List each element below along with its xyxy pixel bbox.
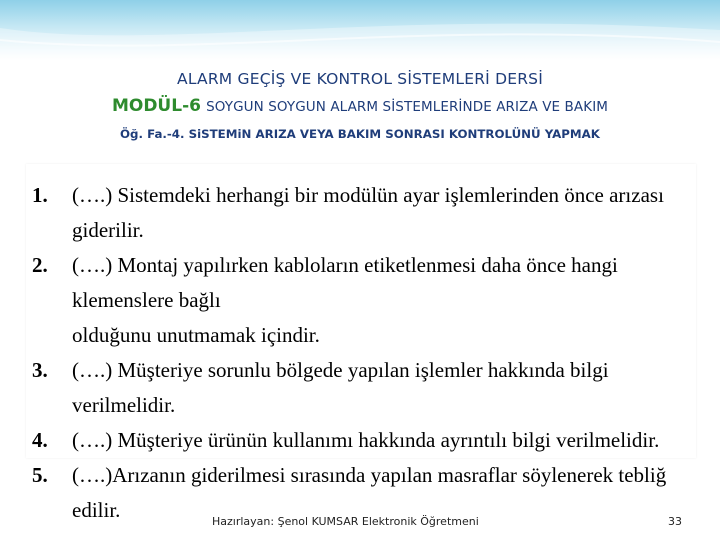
activity-heading: Öğ. Fa.-4. SiSTEMiN ARIZA VEYA BAKIM SONRASI KONTROLÜNÜ YAPMAK: [120, 127, 600, 141]
question-text: (….)Arızanın giderilmesi sırasında yapılan masraflar söylenerek tebliğ edilir.: [72, 463, 667, 522]
question-item-2: [26, 248, 696, 318]
header-wave-decoration: [0, 0, 720, 60]
footer-author: Hazırlayan: Şenol KUMSAR Elektronik Öğretmeni: [212, 515, 479, 528]
question-item-2-continuation: [26, 318, 696, 353]
question-text: (….) Müşteriye ürünün kullanımı hakkında ayrıntılı bilgi verilmelidir.: [72, 428, 660, 452]
question-item-3: [26, 353, 696, 423]
question-text: (….) Müşteriye sorunlu bölgede yapılan işlemler hakkında bilgi verilmelidir.: [72, 358, 609, 417]
question-number: 5.: [32, 463, 48, 487]
question-number: 4.: [32, 428, 48, 452]
page-number: 33: [668, 515, 682, 528]
slide-title: ALARM GEÇİŞ VE KONTROL SİSTEMLERİ DERSİ: [177, 70, 543, 88]
question-text-continuation: olduğunu unutmamak içindir.: [72, 323, 320, 347]
module-name: SOYGUN SOYGUN ALARM SİSTEMLERİNDE ARIZA VE BAKIM: [206, 99, 609, 115]
question-text: (….) Sistemdeki herhangi bir modülün ayar işlemlerinden önce arızası giderilir.: [72, 183, 664, 242]
question-item-4: [26, 423, 696, 458]
header-decorative-band: [0, 0, 720, 60]
question-number: 2.: [32, 253, 48, 277]
module-code: MODÜL-6: [111, 96, 201, 116]
module-heading: [0, 96, 720, 116]
question-number: 1.: [32, 183, 48, 207]
question-number: 3.: [32, 358, 48, 382]
question-text: (….) Montaj yapılırken kabloların etiketlenmesi daha önce hangi klemenslere bağlı: [72, 253, 618, 312]
question-list: [26, 178, 696, 528]
question-item-1: [26, 178, 696, 248]
